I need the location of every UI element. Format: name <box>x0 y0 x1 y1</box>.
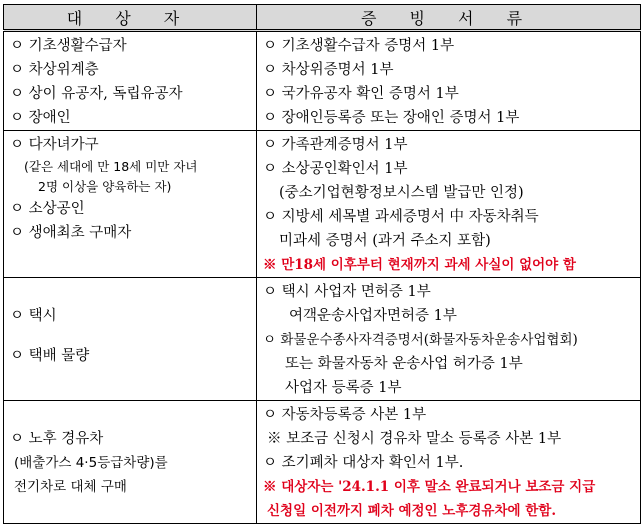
document-item: (중소기업현황정보시스템 발급만 인정) <box>279 185 524 201</box>
table-row <box>4 278 641 401</box>
table-row <box>4 401 641 524</box>
document-item: 미과세 증명서 (과거 주소지 포함) <box>279 233 491 249</box>
target-item: ㅇ 택배 물량 <box>10 348 90 364</box>
target-cell <box>4 278 257 401</box>
document-item: 또는 화물자동차 운송사업 허가증 1부 <box>285 356 523 372</box>
table-header-row <box>4 5 641 31</box>
eligibility-table <box>3 4 641 524</box>
document-item: ㅇ 지방세 세목별 과세증명서 中 자동차취득 <box>263 209 539 225</box>
documents-cell <box>257 131 641 278</box>
target-item: ㅇ 상이 유공자, 독립유공자 <box>10 86 183 102</box>
target-item: ㅇ 다자녀가구 <box>10 137 99 153</box>
document-item: ㅇ 소상공인확인서 1부 <box>263 161 408 177</box>
document-item: ㅇ 기초생활수급자 증명서 1부 <box>263 38 455 54</box>
documents-cell <box>257 278 641 401</box>
warning-note: ※ 만18세 이후부터 현재까지 과세 사실이 없어야 함 <box>263 257 576 273</box>
document-item: ㅇ 차상위증명서 1부 <box>263 62 394 78</box>
target-item: ㅇ 생애최초 구매자 <box>10 225 132 241</box>
document-item: 사업자 등록증 1부 <box>285 380 402 396</box>
target-item: ㅇ 차상위계층 <box>10 62 99 78</box>
table-row <box>4 31 641 131</box>
target-item: ㅇ 기초생활수급자 <box>10 38 127 54</box>
target-item: ㅇ 택시 <box>10 308 57 324</box>
document-item: 여객운송사업자면허증 1부 <box>289 308 457 324</box>
header-target: 대 상 자 <box>4 5 257 31</box>
target-cell <box>4 31 257 131</box>
document-item: ※ 보조금 신청시 경유차 말소 등록증 사본 1부 <box>267 431 562 447</box>
document-item: ㅇ 조기폐차 대상자 확인서 1부. <box>263 455 464 471</box>
warning-note: 신청일 이전까지 폐차 예정인 노후경유차에 한함. <box>267 503 557 519</box>
target-note: 2명 이상을 양육하는 자) <box>38 179 172 194</box>
document-item: ㅇ 가족관계증명서 1부 <box>263 137 408 153</box>
document-item: ㅇ 택시 사업자 면허증 1부 <box>263 284 431 300</box>
document-item: ㅇ 국가유공자 확인 증명서 1부 <box>263 86 459 102</box>
warning-note: ※ 대상자는 '24.1.1 이후 말소 완료되거나 보조금 지급 <box>263 479 596 495</box>
target-item: ㅇ 소상공인 <box>10 201 85 217</box>
document-item: ㅇ 장애인등록증 또는 장애인 증명서 1부 <box>263 110 520 126</box>
target-item: ㅇ 장애인 <box>10 110 71 126</box>
document-item: ㅇ 화물운수종사자격증명서(화물자동차운송사업협회) <box>263 332 578 348</box>
header-documents: 증 빙 서 류 <box>257 5 641 31</box>
document-item: ㅇ 자동차등록증 사본 1부 <box>263 407 427 423</box>
documents-cell <box>257 31 641 131</box>
documents-cell <box>257 401 641 524</box>
target-cell <box>4 401 257 524</box>
target-note: (같은 세대에 만 18세 미만 자녀 <box>24 159 198 174</box>
target-cell <box>4 131 257 278</box>
table-row <box>4 131 641 278</box>
target-note: 전기차로 대체 구매 <box>14 479 127 495</box>
target-item: ㅇ 노후 경유차 <box>10 431 104 447</box>
target-note: (배출가스 4·5등급차량)를 <box>14 455 168 471</box>
